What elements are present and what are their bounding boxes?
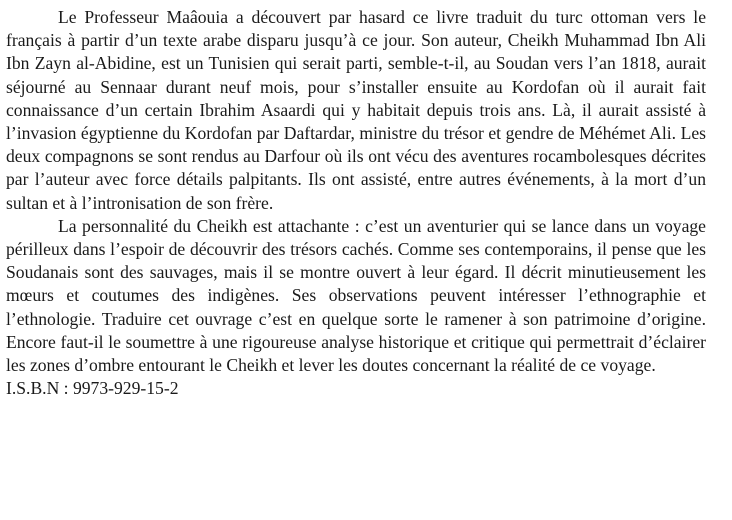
paragraph-personality: La personnalité du Cheikh est attachante : c’est un aventurier qui se lance dans un voyage périlleux dans l’espoir de découvrir des trésors cachés. Comme ses contemporains, il pense que les Soudanais sont des sauvages, mais il se montre ouvert à leur égard. Il décrit minutieusement les mœurs et coutumes des indigènes. Ses observations peuvent intéresser l’ethnographie et l’ethnologie. Traduire cet ouvrage c’est en quelque sorte le ramener à son patrimoine d’origine. Encore faut-il le soumettre à une rigoureuse analyse historique et critique qui permettrait d’éclairer les zones d’ombre entourant le Cheikh et lever les doutes concernant la réalité de ce voyage.: [6, 215, 706, 376]
back-cover-text: [6, 6, 706, 400]
isbn-line: I.S.B.N : 9973-929-15-2: [6, 378, 179, 399]
paragraph-intro: Le Professeur Maâouia a découvert par hasard ce livre traduit du turc ottoman vers le français à partir d’un texte arabe disparu jusqu’à ce jour. Son auteur, Cheikh Muhammad Ibn Ali Ibn Zayn al-Abidine, est un Tunisien qui serait parti, semble-t-il, au Soudan vers l’an 1818, aurait séjourné au Sennaar durant neuf mois, pour s’installer ensuite au Kordofan où il aurait fait connaissance d’un certain Ibrahim Asaardi qui y habitait depuis trois ans. Là, il aurait assisté à l’invasion égyptienne du Kordofan par Daftardar, ministre du trésor et gendre de Méhémet Ali. Les deux compagnons se sont rendus au Darfour où ils ont vécu des aventures rocambolesques décrites par l’auteur avec force détails palpitants. Ils ont assisté, entre autres événements, à la mort d’un sultan et à l’intronisation de son frère.: [6, 7, 706, 213]
